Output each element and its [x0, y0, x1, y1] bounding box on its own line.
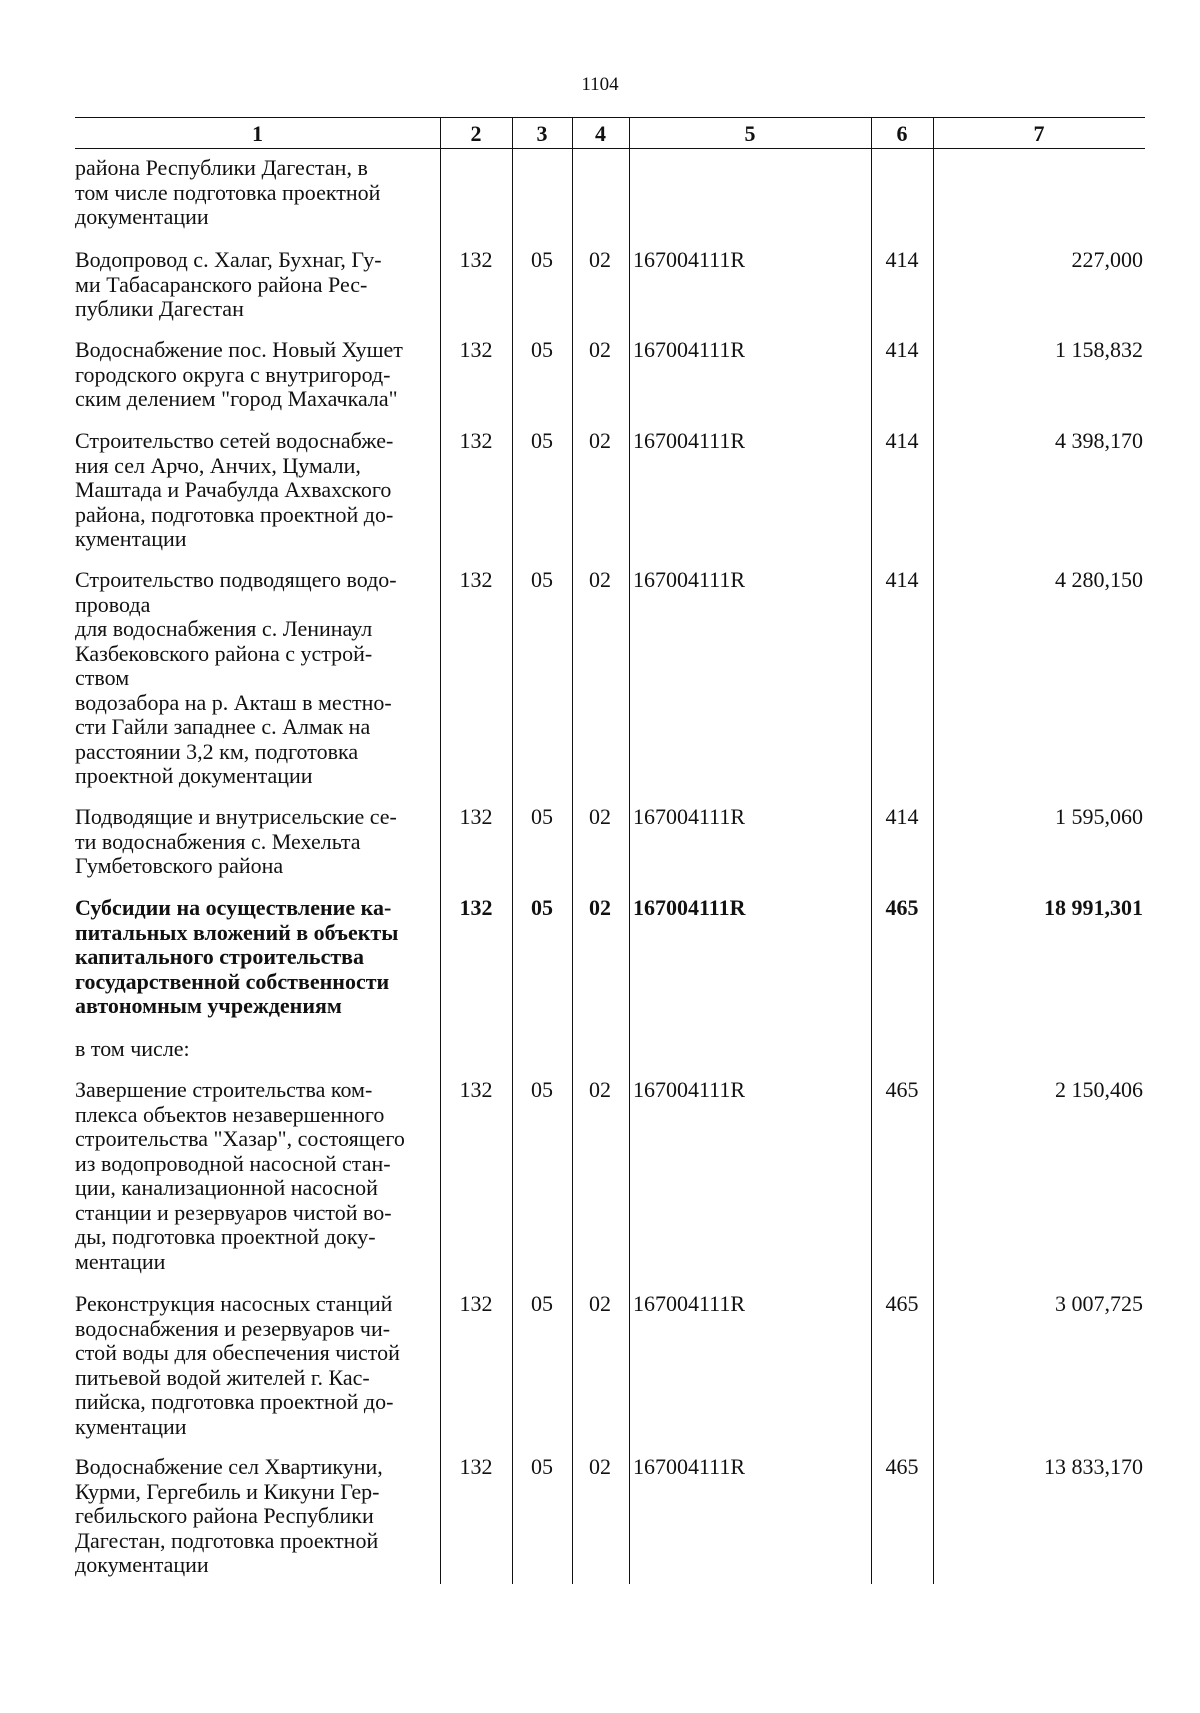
row-col-4: 02 — [589, 428, 611, 453]
row-col-6: 465 — [885, 1077, 919, 1102]
row-col-2: 132 — [459, 567, 493, 592]
row-col-2: 132 — [459, 804, 493, 829]
table-header-4: 4 — [595, 121, 606, 146]
table-header-1: 1 — [252, 121, 263, 146]
row-col-5: 167004111R — [633, 895, 746, 920]
row-description: Подводящие и внутрисельские се- ти водоснабжения с. Мехельта Гумбетовского района — [75, 804, 397, 878]
table-top-border — [75, 117, 1145, 118]
row-col-6: 414 — [885, 804, 919, 829]
header-bottom-border — [75, 148, 1145, 149]
row-description: Строительство подводящего водо- провода для водоснабжения с. Ленинаул Казбековского района с устрой- ством водозабора на р. Акташ в местно- сти Гайли западнее с. Алмак на расстоянии 3,2 км, подготовка проектной документации — [75, 567, 397, 788]
row-col-3: 05 — [531, 895, 553, 920]
row-col-6: 414 — [885, 337, 919, 362]
row-col-3: 05 — [531, 1077, 553, 1102]
row-col-6: 414 — [885, 247, 919, 272]
table-header-2: 2 — [470, 121, 482, 146]
row-description: района Республики Дагестан, в том числе подготовка проектной документации — [75, 155, 381, 229]
row-col-5: 167004111R — [633, 428, 746, 453]
row-col-3: 05 — [531, 337, 553, 362]
row-col-6: 465 — [885, 1291, 919, 1316]
row-col-7: 1 158,832 — [1055, 337, 1143, 362]
row-col-2: 132 — [459, 1454, 493, 1479]
row-col-3: 05 — [531, 1454, 553, 1479]
row-col-6: 465 — [885, 1454, 919, 1479]
row-col-7: 2 150,406 — [1055, 1077, 1143, 1102]
row-col-7: 18 991,301 — [1044, 895, 1143, 920]
table-header-3: 3 — [536, 121, 548, 146]
row-col-2: 132 — [459, 1291, 493, 1316]
row-col-7: 3 007,725 — [1055, 1291, 1143, 1316]
column-divider — [629, 118, 630, 1584]
row-col-5: 167004111R — [633, 1454, 746, 1479]
row-description: в том числе: — [75, 1036, 190, 1061]
row-col-6: 414 — [885, 428, 919, 453]
row-col-3: 05 — [531, 567, 553, 592]
row-col-4: 02 — [589, 247, 611, 272]
row-col-3: 05 — [531, 804, 553, 829]
row-description: Водопровод с. Халаг, Бухнаг, Гу- ми Табасаранского района Рес- публики Дагестан — [75, 247, 382, 321]
row-col-5: 167004111R — [633, 1291, 746, 1316]
row-col-4: 02 — [589, 895, 611, 920]
page-number: 1104 — [581, 74, 619, 95]
table-header-6: 6 — [896, 121, 908, 146]
row-col-4: 02 — [589, 804, 611, 829]
row-col-5: 167004111R — [633, 567, 746, 592]
table-header-7: 7 — [1033, 121, 1045, 146]
row-col-5: 167004111R — [633, 247, 746, 272]
row-description: Реконструкция насосных станций водоснабжения и резервуаров чи- стой воды для обеспечения чистой питьевой водой жителей г. Кас- пийска, подготовка проектной до- кументации — [75, 1291, 400, 1439]
row-col-3: 05 — [531, 1291, 553, 1316]
row-col-7: 227,000 — [1071, 247, 1143, 272]
row-col-4: 02 — [589, 567, 611, 592]
row-col-6: 465 — [885, 895, 919, 920]
row-col-4: 02 — [589, 1291, 611, 1316]
row-col-6: 414 — [885, 567, 919, 592]
row-col-2: 132 — [459, 1077, 493, 1102]
row-col-4: 02 — [589, 1077, 611, 1102]
row-col-7: 1 595,060 — [1055, 804, 1143, 829]
row-col-7: 13 833,170 — [1044, 1454, 1143, 1479]
row-description: Завершение строительства ком- плекса объектов незавершенного строительства "Хазар", состоящего из водопроводной насосной стан- ции, канализационной насосной станции и резервуаров чистой во- ды, подготовка проектной доку- ментации — [75, 1077, 405, 1274]
row-col-3: 05 — [531, 247, 553, 272]
row-col-2: 132 — [459, 247, 493, 272]
row-col-4: 02 — [589, 337, 611, 362]
row-col-2: 132 — [459, 337, 493, 362]
row-col-4: 02 — [589, 1454, 611, 1479]
row-col-5: 167004111R — [633, 804, 746, 829]
row-description: Водоснабжение сел Хвартикуни, Курми, Гергебиль и Кикуни Гер- гебильского района Республики Дагестан, подготовка проектной документации — [75, 1454, 383, 1577]
row-col-7: 4 280,150 — [1055, 567, 1143, 592]
row-col-3: 05 — [531, 428, 553, 453]
row-col-7: 4 398,170 — [1055, 428, 1143, 453]
row-col-2: 132 — [459, 428, 493, 453]
row-description: Строительство сетей водоснабже- ния сел Арчо, Анчих, Цумали, Маштада и Рачабулда Ахвахского района, подготовка проектной до- кументации — [75, 428, 394, 551]
row-col-5: 167004111R — [633, 1077, 746, 1102]
row-description: Водоснабжение пос. Новый Хушет городского округа с внутригород- ским делением "город Махачкала" — [75, 337, 403, 411]
row-col-2: 132 — [459, 895, 493, 920]
row-col-5: 167004111R — [633, 337, 746, 362]
row-description: Субсидии на осуществление ка- питальных вложений в объекты капитального строительства государственной собственности автономным учреждениям — [75, 895, 399, 1018]
table-header-5: 5 — [744, 121, 756, 146]
